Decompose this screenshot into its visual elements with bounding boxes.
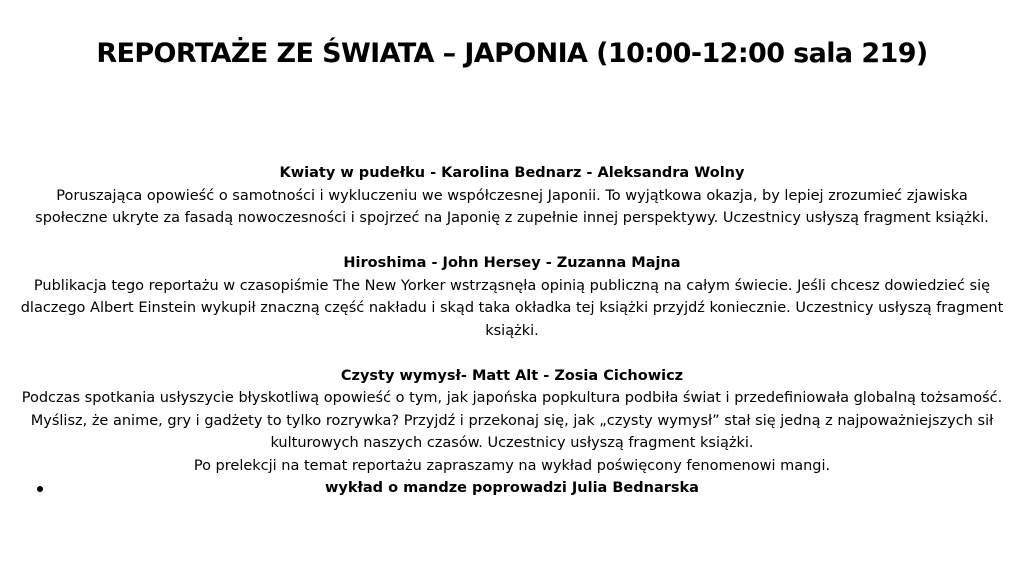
section-heading: Hiroshima - John Hersey - Zuzanna Majna [343,255,681,271]
bullet-dot-icon [37,486,43,492]
section-description: Poruszająca opowieść o samotności i wykluczeniu we współczesnej Japonii. To wyjątkowa okazja, by lepiej zrozumieć zjawiska społeczne ukryte za fasadą nowoczesności i spojrzeć na Japonię z zupełnie innej perspektywy. Uczestnicy usłyszą fragment książki. [35,187,989,226]
section-description: Podczas spotkania usłyszycie błyskotliwą opowieść o tym, jak japońska popkultura podbiła świat i przedefiniowała globalną tożsamość. Myślisz, że anime, gry i gadżety to tylko rozrywka? Przyjdź i przekonaj się, jak „czysty wymysł” stał się jedną z najpoważniejszych sił kulturowych naszych czasów. Uczestnicy usłyszą fragment książki. [21,390,1003,451]
bullet-list-item [20,477,1004,500]
section-kwiaty-w-pudelku [20,162,1004,230]
page-title: REPORTAŻE ZE ŚWIATA – JAPONIA (10:00-12:00 sala 219) [96,38,928,69]
section-hiroshima [20,252,1004,342]
closing-note: Po prelekcji na temat reportażu zapraszamy na wykład poświęcony fenomenowi mangi. [193,457,831,474]
section-heading: Czysty wymysł- Matt Alt - Zosia Cichowicz [340,367,684,384]
section-czysty-wymysl [20,365,1004,500]
section-description: Publikacja tego reportażu w czasopiśmie The New Yorker wstrząsnęła opinią publiczną na całym świecie. Jeśli chcesz dowiedzieć się dlaczego Albert Einstein wykupił znaczną część nakładu i skąd taka okładka tej książki przyjdź koniecznie. Uczestnicy usłyszą fragment książki. [20,277,1004,339]
content-body [20,162,1004,500]
bullet-text: wykład o mandze poprowadzi Julia Bednarska [325,480,699,496]
section-heading: Kwiaty w pudełku - Karolina Bednarz - Aleksandra Wolny [279,165,745,181]
